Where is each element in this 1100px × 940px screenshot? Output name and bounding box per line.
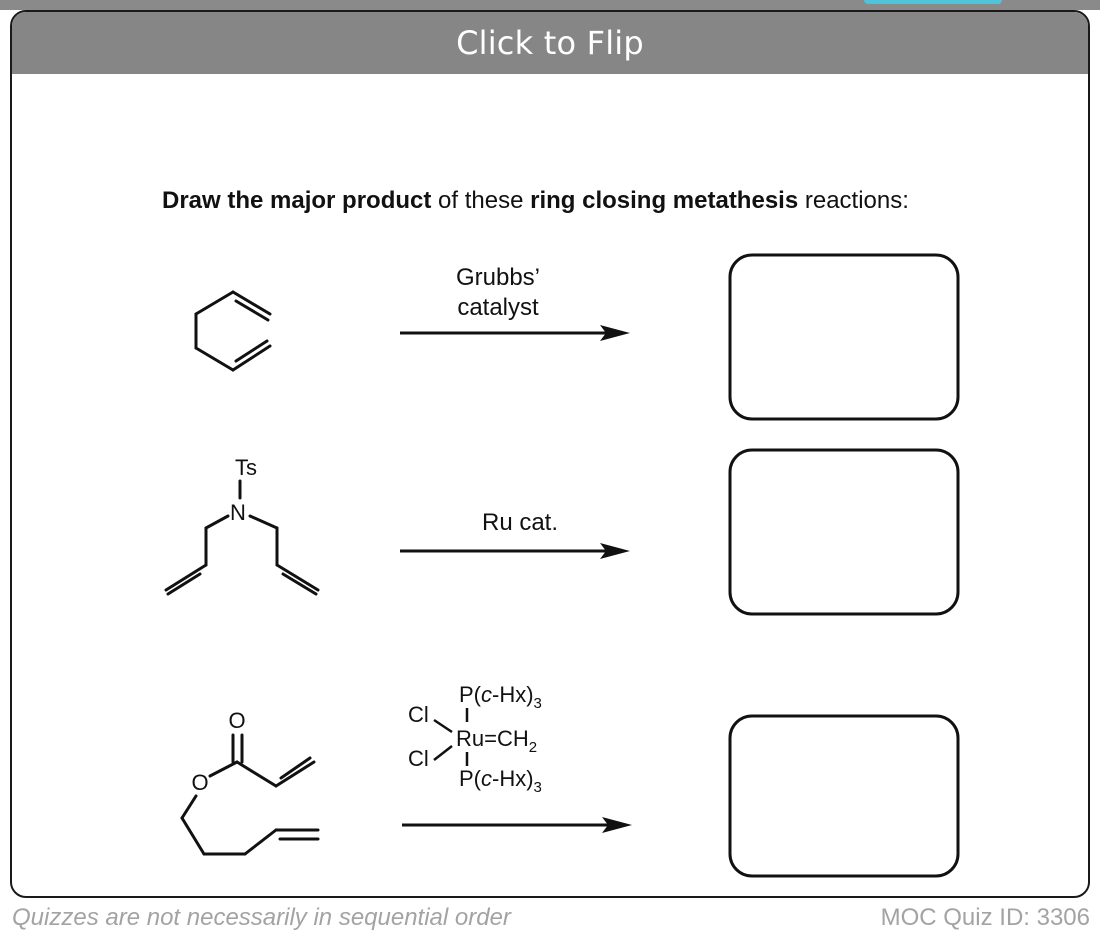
svg-text:Ru=CH2: $Ru=CH_2$: [456, 726, 538, 756]
svg-text:Cl: Cl: [408, 746, 429, 771]
atom-ts: Ts: [235, 455, 257, 480]
reagent-2-line1: Ru cat.: [481, 509, 559, 536]
reaction-arrow-3: [402, 817, 632, 833]
svg-text:P(c-Hx)3: $P(c-Hx)_3$: [459, 766, 542, 796]
atom-o-ester: O: [191, 770, 209, 795]
svg-text:P(c-Hx)3: $P(c-Hx)_3$: [459, 682, 542, 712]
reactant-1-diene: [196, 292, 270, 370]
question-text: Draw the major product of these ring closing metathesis reactions:: [162, 187, 909, 214]
atom-n: N: [230, 500, 246, 525]
reagent-1-line2: catalyst: [457, 294, 539, 321]
answer-box-1[interactable]: [730, 255, 958, 419]
catalyst-structure: [408, 682, 542, 796]
reaction-arrow-2: [400, 543, 630, 559]
answer-box-3[interactable]: [730, 716, 958, 876]
svg-text:Cl: Cl: [408, 702, 429, 727]
atom-o-carbonyl: O: [228, 708, 246, 733]
quiz-id: MOC Quiz ID: 3306: [880, 904, 1090, 931]
answer-box-2[interactable]: [730, 450, 958, 614]
reactant-2-diallylamine: [166, 481, 318, 594]
reagent-1-line1: Grubbs’: [455, 264, 541, 291]
footer-note: Quizzes are not necessarily in sequential order: [12, 904, 511, 931]
reaction-arrow-1: [400, 325, 630, 341]
flip-label: Click to Flip: [456, 24, 644, 62]
